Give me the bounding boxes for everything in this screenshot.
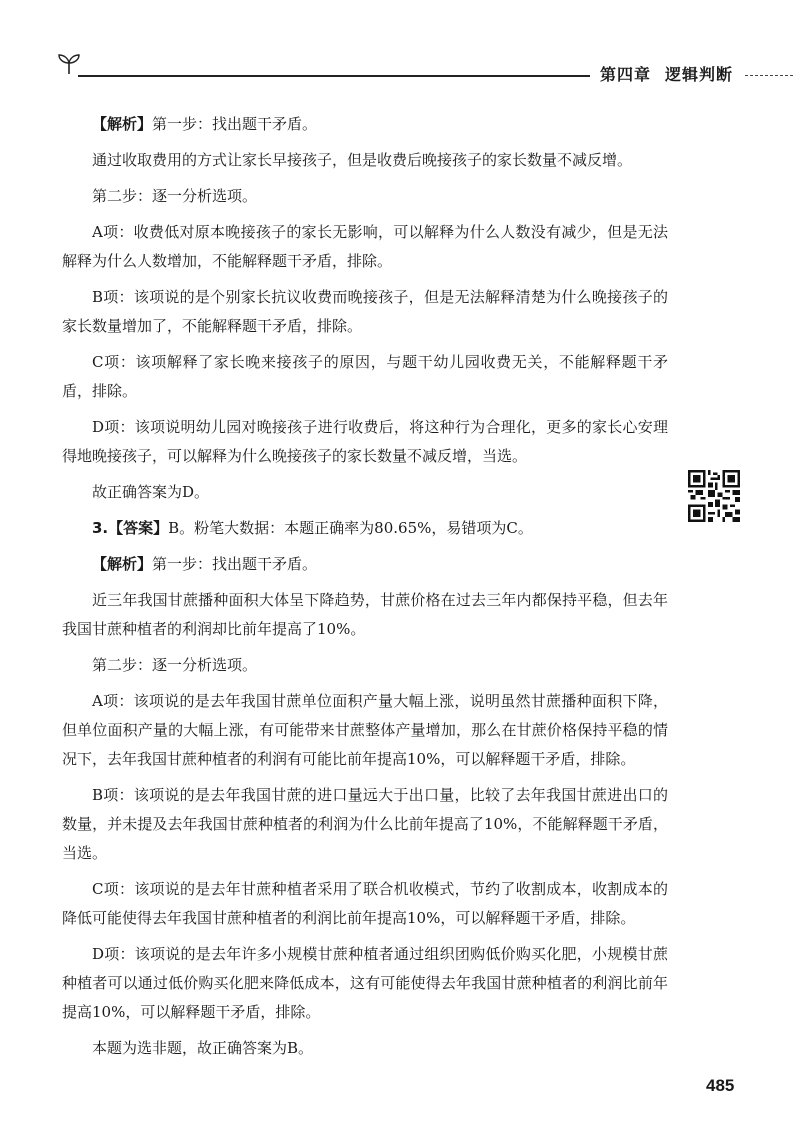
paragraph-text: C项：该项说的是去年甘蔗种植者采用了联合机收模式，节约了收割成本，收割成本的降低可能使得去年我国甘蔗种植者的利润比前年提高10%，可以解释题干矛盾，排除。 <box>62 880 668 927</box>
paragraph <box>62 348 668 406</box>
paragraph <box>62 514 668 543</box>
paragraph-text: 故正确答案为D。 <box>92 483 210 501</box>
paragraph <box>62 651 668 680</box>
page-header <box>0 0 800 90</box>
paragraph-text: B项：该项说的是个别家长抗议收费而晚接孩子，但是无法解释清楚为什么晚接孩子的家长数量增加了，不能解释题干矛盾，排除。 <box>62 288 668 335</box>
paragraph <box>62 1034 668 1063</box>
paragraph-text: C项：该项解释了家长晚来接孩子的原因，与题干幼儿园收费无关，不能解释题干矛盾，排除。 <box>62 353 668 400</box>
paragraph <box>62 687 668 774</box>
paragraph-text: A项：收费低对原本晚接孩子的家长无影响，可以解释为什么人数没有减少，但是无法解释为什么人数增加，不能解释题干矛盾，排除。 <box>62 223 668 270</box>
paragraph-text: 第二步：逐一分析选项。 <box>92 187 258 205</box>
analysis-tag: 【解析】 <box>92 115 153 133</box>
paragraph-text: 第一步：找出题干矛盾。 <box>152 555 318 573</box>
sprout-icon <box>56 50 82 76</box>
chapter-number: 第四章 <box>600 65 652 84</box>
header-rule-right <box>745 75 793 76</box>
paragraph <box>62 478 668 507</box>
analysis-tag: 【解析】 <box>92 555 153 573</box>
paragraph-text: A项：该项说的是去年我国甘蔗单位面积产量大幅上涨，说明虽然甘蔗播种面积下降，但单位面积产量的大幅上涨，有可能带来甘蔗整体产量增加，那么在甘蔗价格保持平稳的情况下，去年我国甘蔗种植者的利润有可能比前年提高10%，可以解释题干矛盾，排除。 <box>62 692 668 768</box>
chapter-heading <box>600 62 733 85</box>
paragraph-text: D项：该项说明幼儿园对晚接孩子进行收费后，将这种行为合理化，更多的家长心安理得地晚接孩子，可以解释为什么晚接孩子的家长数量不减反增，当选。 <box>62 418 668 465</box>
paragraph <box>62 781 668 868</box>
paragraph <box>62 413 668 471</box>
paragraph <box>62 875 668 933</box>
paragraph-text: D项：该项说的是去年许多小规模甘蔗种植者通过组织团购低价购买化肥，小规模甘蔗种植者可以通过低价购买化肥来降低成本，这有可能使得去年我国甘蔗种植者的利润比前年提高10%，可以解释题干矛盾，排除。 <box>62 945 668 1021</box>
answer-tag: 3.【答案】 <box>92 519 169 537</box>
paragraph <box>62 283 668 341</box>
paragraph <box>62 550 668 579</box>
qr-code-icon[interactable] <box>688 470 740 522</box>
paragraph <box>62 940 668 1027</box>
paragraph-text: 近三年我国甘蔗播种面积大体呈下降趋势，甘蔗价格在过去三年内都保持平稳，但去年我国甘蔗种植者的利润却比前年提高了10%。 <box>62 591 668 638</box>
paragraph-text: B项：该项说的是去年我国甘蔗的进口量远大于出口量，比较了去年我国甘蔗进出口的数量，并未提及去年我国甘蔗种植者的利润为什么比前年提高了10%，不能解释题干矛盾，当选。 <box>62 786 668 862</box>
paragraph <box>62 586 668 644</box>
paragraph-text: 本题为选非题，故正确答案为B。 <box>92 1039 314 1057</box>
paragraph <box>62 182 668 211</box>
paragraph-text: 第二步：逐一分析选项。 <box>92 656 258 674</box>
header-rule-left <box>78 75 590 77</box>
paragraph <box>62 218 668 276</box>
page-number: 485 <box>706 1076 735 1095</box>
paragraph <box>62 146 668 175</box>
paragraph-text: B。粉笔大数据：本题正确率为80.65%，易错项为C。 <box>168 519 533 537</box>
paragraph <box>62 110 668 139</box>
chapter-title: 逻辑判断 <box>665 65 734 84</box>
paragraph-text: 第一步：找出题干矛盾。 <box>152 115 318 133</box>
paragraph-text: 通过收取费用的方式让家长早接孩子，但是收费后晚接孩子的家长数量不减反增。 <box>92 151 633 169</box>
page-body <box>62 110 668 1070</box>
